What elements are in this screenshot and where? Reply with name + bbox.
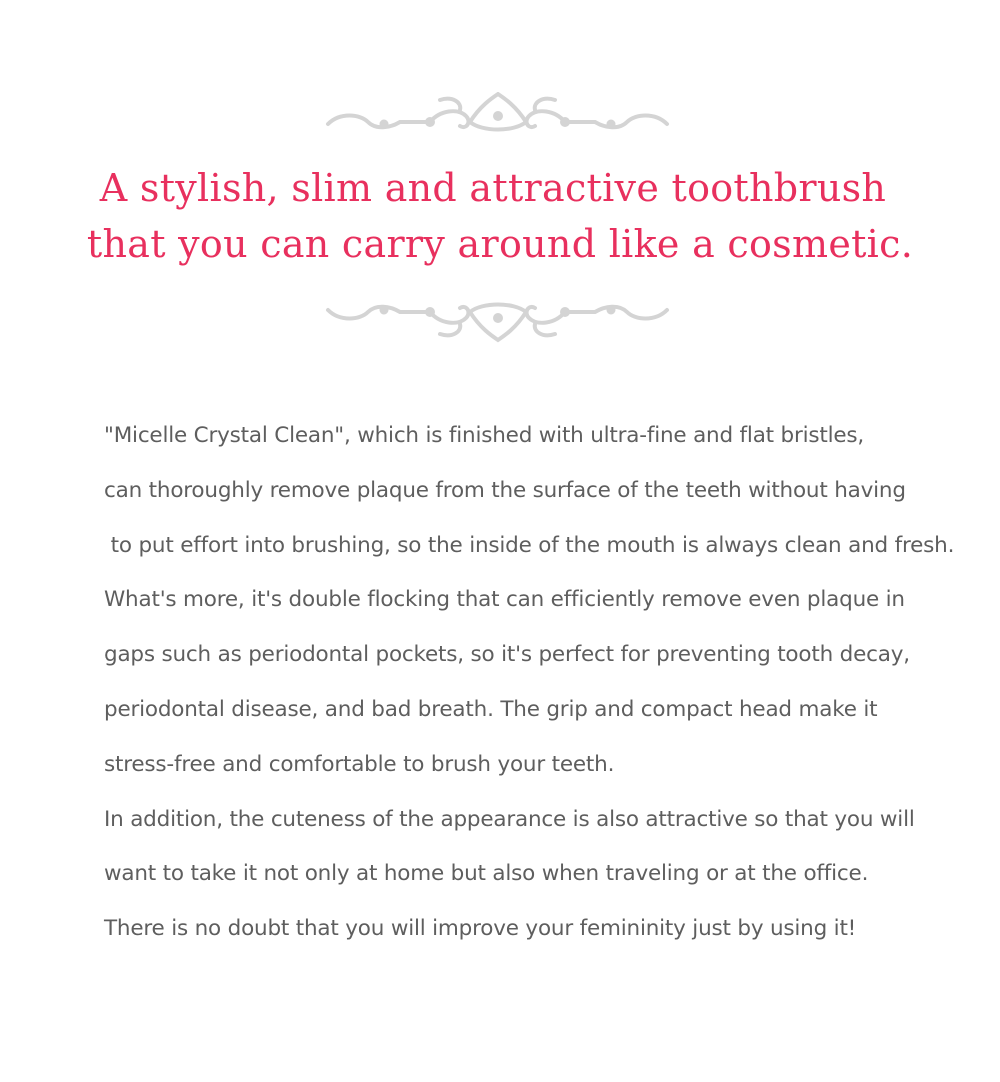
description-paragraph bbox=[104, 409, 984, 957]
paragraph-line: What's more, it's double flocking that can efficiently remove even plaque in bbox=[104, 587, 905, 613]
paragraph-line: gaps such as periodontal pockets, so it's perfect for preventing tooth decay, bbox=[104, 642, 910, 668]
paragraph-line: periodontal disease, and bad breath. The grip and compact head make it bbox=[104, 696, 878, 722]
paragraph-line: In addition, the cuteness of the appearance is also attractive so that you will bbox=[104, 806, 915, 832]
paragraph-line: to put effort into brushing, so the inside of the mouth is always clean and fresh. bbox=[104, 532, 955, 558]
headline-line-2: that you can carry around like a cosmetic. bbox=[86, 222, 914, 266]
paragraph-line: stress-free and comfortable to brush your teeth. bbox=[104, 751, 615, 777]
paragraph-line: "Micelle Crystal Clean", which is finished with ultra-fine and flat bristles, bbox=[104, 423, 865, 448]
paragraph-line: can thoroughly remove plaque from the surface of the teeth without having bbox=[104, 477, 906, 503]
ornament-flourish-bottom-icon bbox=[320, 294, 675, 344]
paragraph-line: There is no doubt that you will improve your femininity just by using it! bbox=[104, 916, 857, 942]
headline-line-1: A stylish, slim and attractive toothbrush bbox=[99, 166, 887, 210]
ornament-flourish-top-icon bbox=[320, 92, 675, 142]
paragraph-line: want to take it not only at home but also when traveling or at the office. bbox=[104, 861, 869, 887]
headline bbox=[0, 160, 1000, 272]
